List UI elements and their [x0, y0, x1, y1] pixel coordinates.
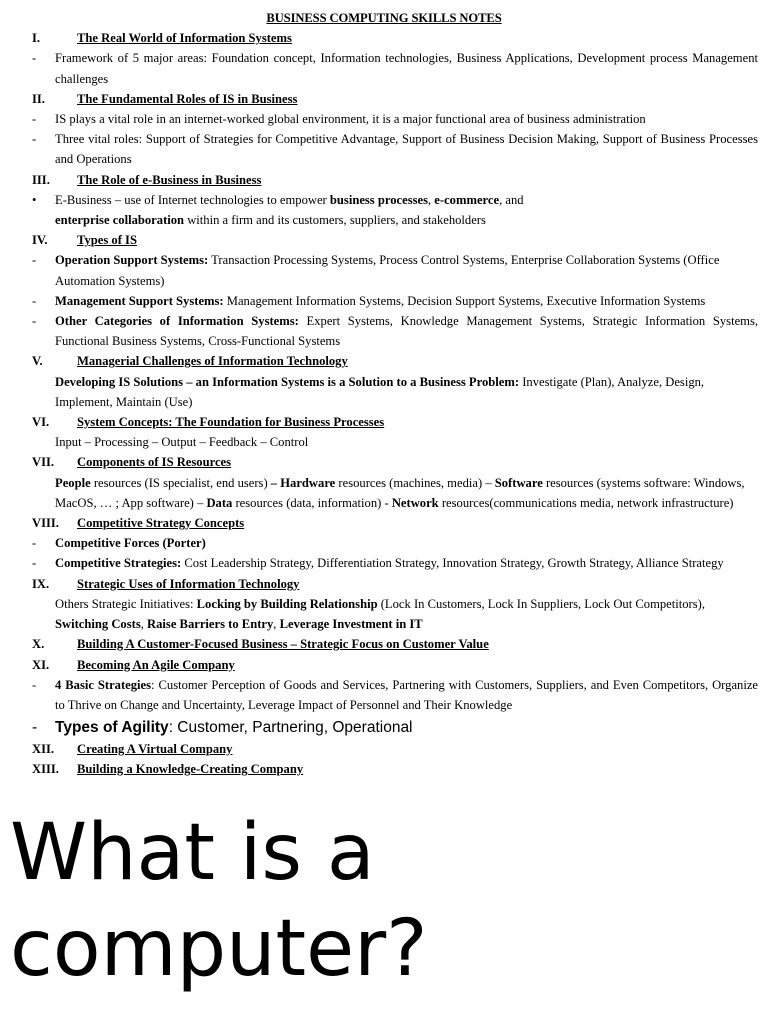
- item-bold: Network: [391, 495, 439, 510]
- item-bold: Competitive Forces (Porter): [55, 536, 206, 551]
- dash-bullet: -: [32, 112, 37, 127]
- section-title: Creating A Virtual Company: [77, 742, 233, 757]
- item-bold: People: [55, 475, 91, 490]
- section-number: X.: [32, 637, 45, 652]
- item-bold: Types of Agility: [55, 719, 169, 737]
- section-title: Becoming An Agile Company: [77, 657, 235, 672]
- section-number: V.: [32, 354, 43, 369]
- item-text: resources(communications media, network infrastructure): [438, 495, 734, 510]
- item-text: Others Strategic Initiatives:: [55, 596, 197, 611]
- list-item: [0, 48, 768, 88]
- item-text: Management Information Systems, Decision Support Systems, Executive Information Systems: [223, 293, 706, 308]
- dash-bullet: -: [32, 132, 37, 147]
- section-title: Building a Knowledge-Creating Company: [77, 762, 304, 777]
- section-3-heading: [0, 170, 768, 190]
- item-bold: Data: [206, 495, 233, 510]
- section-number: VII.: [32, 455, 55, 470]
- paragraph: Input – Processing – Output – Feedback – Control: [55, 435, 309, 450]
- question-heading: [10, 805, 428, 997]
- section-number: XII.: [32, 742, 55, 757]
- section-13-heading: [0, 759, 768, 779]
- section-11-heading: [0, 655, 768, 675]
- section-7-heading: [0, 452, 768, 472]
- section-title: System Concepts: The Foundation for Business Processes: [77, 415, 385, 430]
- dash-bullet: -: [32, 536, 37, 551]
- item-text: Cost Leadership Strategy, Differentiation Strategy, Innovation Strategy, Growth Strategy, Alliance Strategy: [181, 556, 724, 571]
- item-text: resources (machines, media) –: [335, 475, 495, 490]
- section-4-heading: [0, 230, 768, 250]
- section-title: The Fundamental Roles of IS in Business: [77, 91, 298, 106]
- item-bold: Leverage Investment in IT: [279, 617, 423, 632]
- section-number: XIII.: [32, 762, 59, 777]
- item-text: : Customer Perception of Goods and Services, Partnering with Customers, Suppliers, and Even Competitors, Organize to Thrive on Change and Uncertainty, Leverage Impact of Personnel and Their Knowledge: [55, 677, 759, 712]
- dash-bullet: -: [32, 719, 38, 737]
- item-text: within a firm and its customers, suppliers, and stakeholders: [184, 213, 486, 228]
- item-text: resources (data, information) -: [232, 495, 392, 510]
- section-title: The Real World of Information Systems: [77, 31, 292, 46]
- section-number: VIII.: [32, 516, 59, 531]
- list-item: [0, 675, 768, 715]
- section-9-heading: [0, 574, 768, 594]
- item-bold: – Hardware: [270, 475, 336, 490]
- section-number: IX.: [32, 576, 50, 591]
- item-text: Expert Systems, Knowledge Management Systems, Strategic Information Systems, Functional Business Systems, Cross-Functional Systems: [55, 314, 759, 349]
- item-text: Framework of 5 major areas: Foundation concept, Information technologies, Business Applications, Development process Management challenges: [55, 51, 758, 86]
- item-text: ,: [140, 617, 148, 632]
- dash-bullet: -: [32, 556, 37, 571]
- section-title: The Role of e-Business in Business: [77, 172, 262, 187]
- item-bold: enterprise collaboration: [55, 213, 185, 228]
- section-12-heading: [0, 739, 768, 759]
- dash-bullet: -: [32, 293, 37, 308]
- section-1-heading: [0, 28, 768, 48]
- section-5-heading: [0, 351, 768, 371]
- item-text: Investigate (Plan), Analyze, Design, Implement, Maintain (Use): [55, 374, 705, 409]
- item-bold: business processes: [329, 192, 428, 207]
- dash-bullet: -: [32, 253, 37, 268]
- item-text: , and: [499, 192, 524, 207]
- list-item: [0, 129, 768, 169]
- item-bold: Switching Costs: [55, 617, 141, 632]
- section-number: VI.: [32, 415, 50, 430]
- item-bold: Locking by Building Relationship: [196, 596, 378, 611]
- section-title: Strategic Uses of Information Technology: [77, 576, 300, 591]
- list-item: [0, 291, 768, 311]
- list-item: [0, 311, 768, 351]
- paragraph: [0, 372, 768, 412]
- item-bold: Competitive Strategies:: [55, 556, 182, 571]
- item-bold: Software: [494, 475, 543, 490]
- list-item: [0, 553, 768, 573]
- dash-bullet: -: [32, 314, 37, 329]
- item-bold: Other Categories of Information Systems:: [55, 314, 299, 329]
- document-title: BUSINESS COMPUTING SKILLS NOTES: [266, 11, 502, 25]
- item-text: ,: [428, 192, 435, 207]
- item-text: ,: [273, 617, 280, 632]
- item-text: (Lock In Customers, Lock In Suppliers, Lock Out Competitors),: [377, 596, 705, 611]
- item-bold: e-commerce: [434, 192, 500, 207]
- section-number: III.: [32, 172, 50, 187]
- section-6-heading: [0, 412, 768, 432]
- item-bold: Developing IS Solutions – an Information Systems is a Solution to a Business Problem:: [55, 374, 520, 389]
- section-number: XI.: [32, 657, 50, 672]
- question-line-2: computer?: [10, 904, 428, 994]
- paragraph: [0, 473, 768, 513]
- section-title: Competitive Strategy Concepts: [77, 516, 245, 531]
- section-title: Components of IS Resources: [77, 455, 232, 470]
- item-bold: Raise Barriers to Entry: [147, 617, 274, 632]
- item-text: : Customer, Partnering, Operational: [168, 719, 413, 737]
- dash-bullet: -: [32, 677, 37, 692]
- item-text: Three vital roles: Support of Strategies for Competitive Advantage, Support of Business Decision Making, Support of Business Processes and Operations: [55, 132, 758, 167]
- section-title: Types of IS: [77, 233, 137, 248]
- item-text: E-Business – use of Internet technologies to empower: [55, 192, 330, 207]
- list-item: [0, 190, 768, 230]
- item-text: resources (systems software: Windows, MacOS, … ; App software) –: [55, 475, 745, 510]
- item-bold: Operation Support Systems:: [55, 253, 209, 268]
- section-number: II.: [32, 91, 45, 106]
- section-number: I.: [32, 31, 41, 46]
- item-bold: 4 Basic Strategies: [55, 677, 152, 692]
- section-number: IV.: [32, 233, 48, 248]
- section-title: Managerial Challenges of Information Technology: [77, 354, 348, 369]
- item-text: Transaction Processing Systems, Process Control Systems, Enterprise Collaboration Systems (Office Automation Systems): [55, 253, 720, 288]
- item-bold: Management Support Systems:: [55, 293, 224, 308]
- item-text: resources (IS specialist, end users): [90, 475, 271, 490]
- list-item: [0, 533, 768, 553]
- list-item: [0, 109, 768, 129]
- list-item: [0, 717, 768, 739]
- item-text: IS plays a vital role in an internet-worked global environment, it is a major functional area of business administration: [55, 112, 646, 127]
- paragraph: [0, 594, 768, 634]
- section-8-heading: [0, 513, 768, 533]
- section-10-heading: [0, 634, 768, 654]
- dash-bullet: -: [32, 51, 37, 66]
- section-title: Building A Customer-Focused Business – Strategic Focus on Customer Value: [77, 637, 489, 652]
- question-line-1: What is a: [10, 808, 375, 898]
- section-2-heading: [0, 89, 768, 109]
- list-item: [0, 250, 768, 290]
- round-bullet: •: [32, 192, 37, 207]
